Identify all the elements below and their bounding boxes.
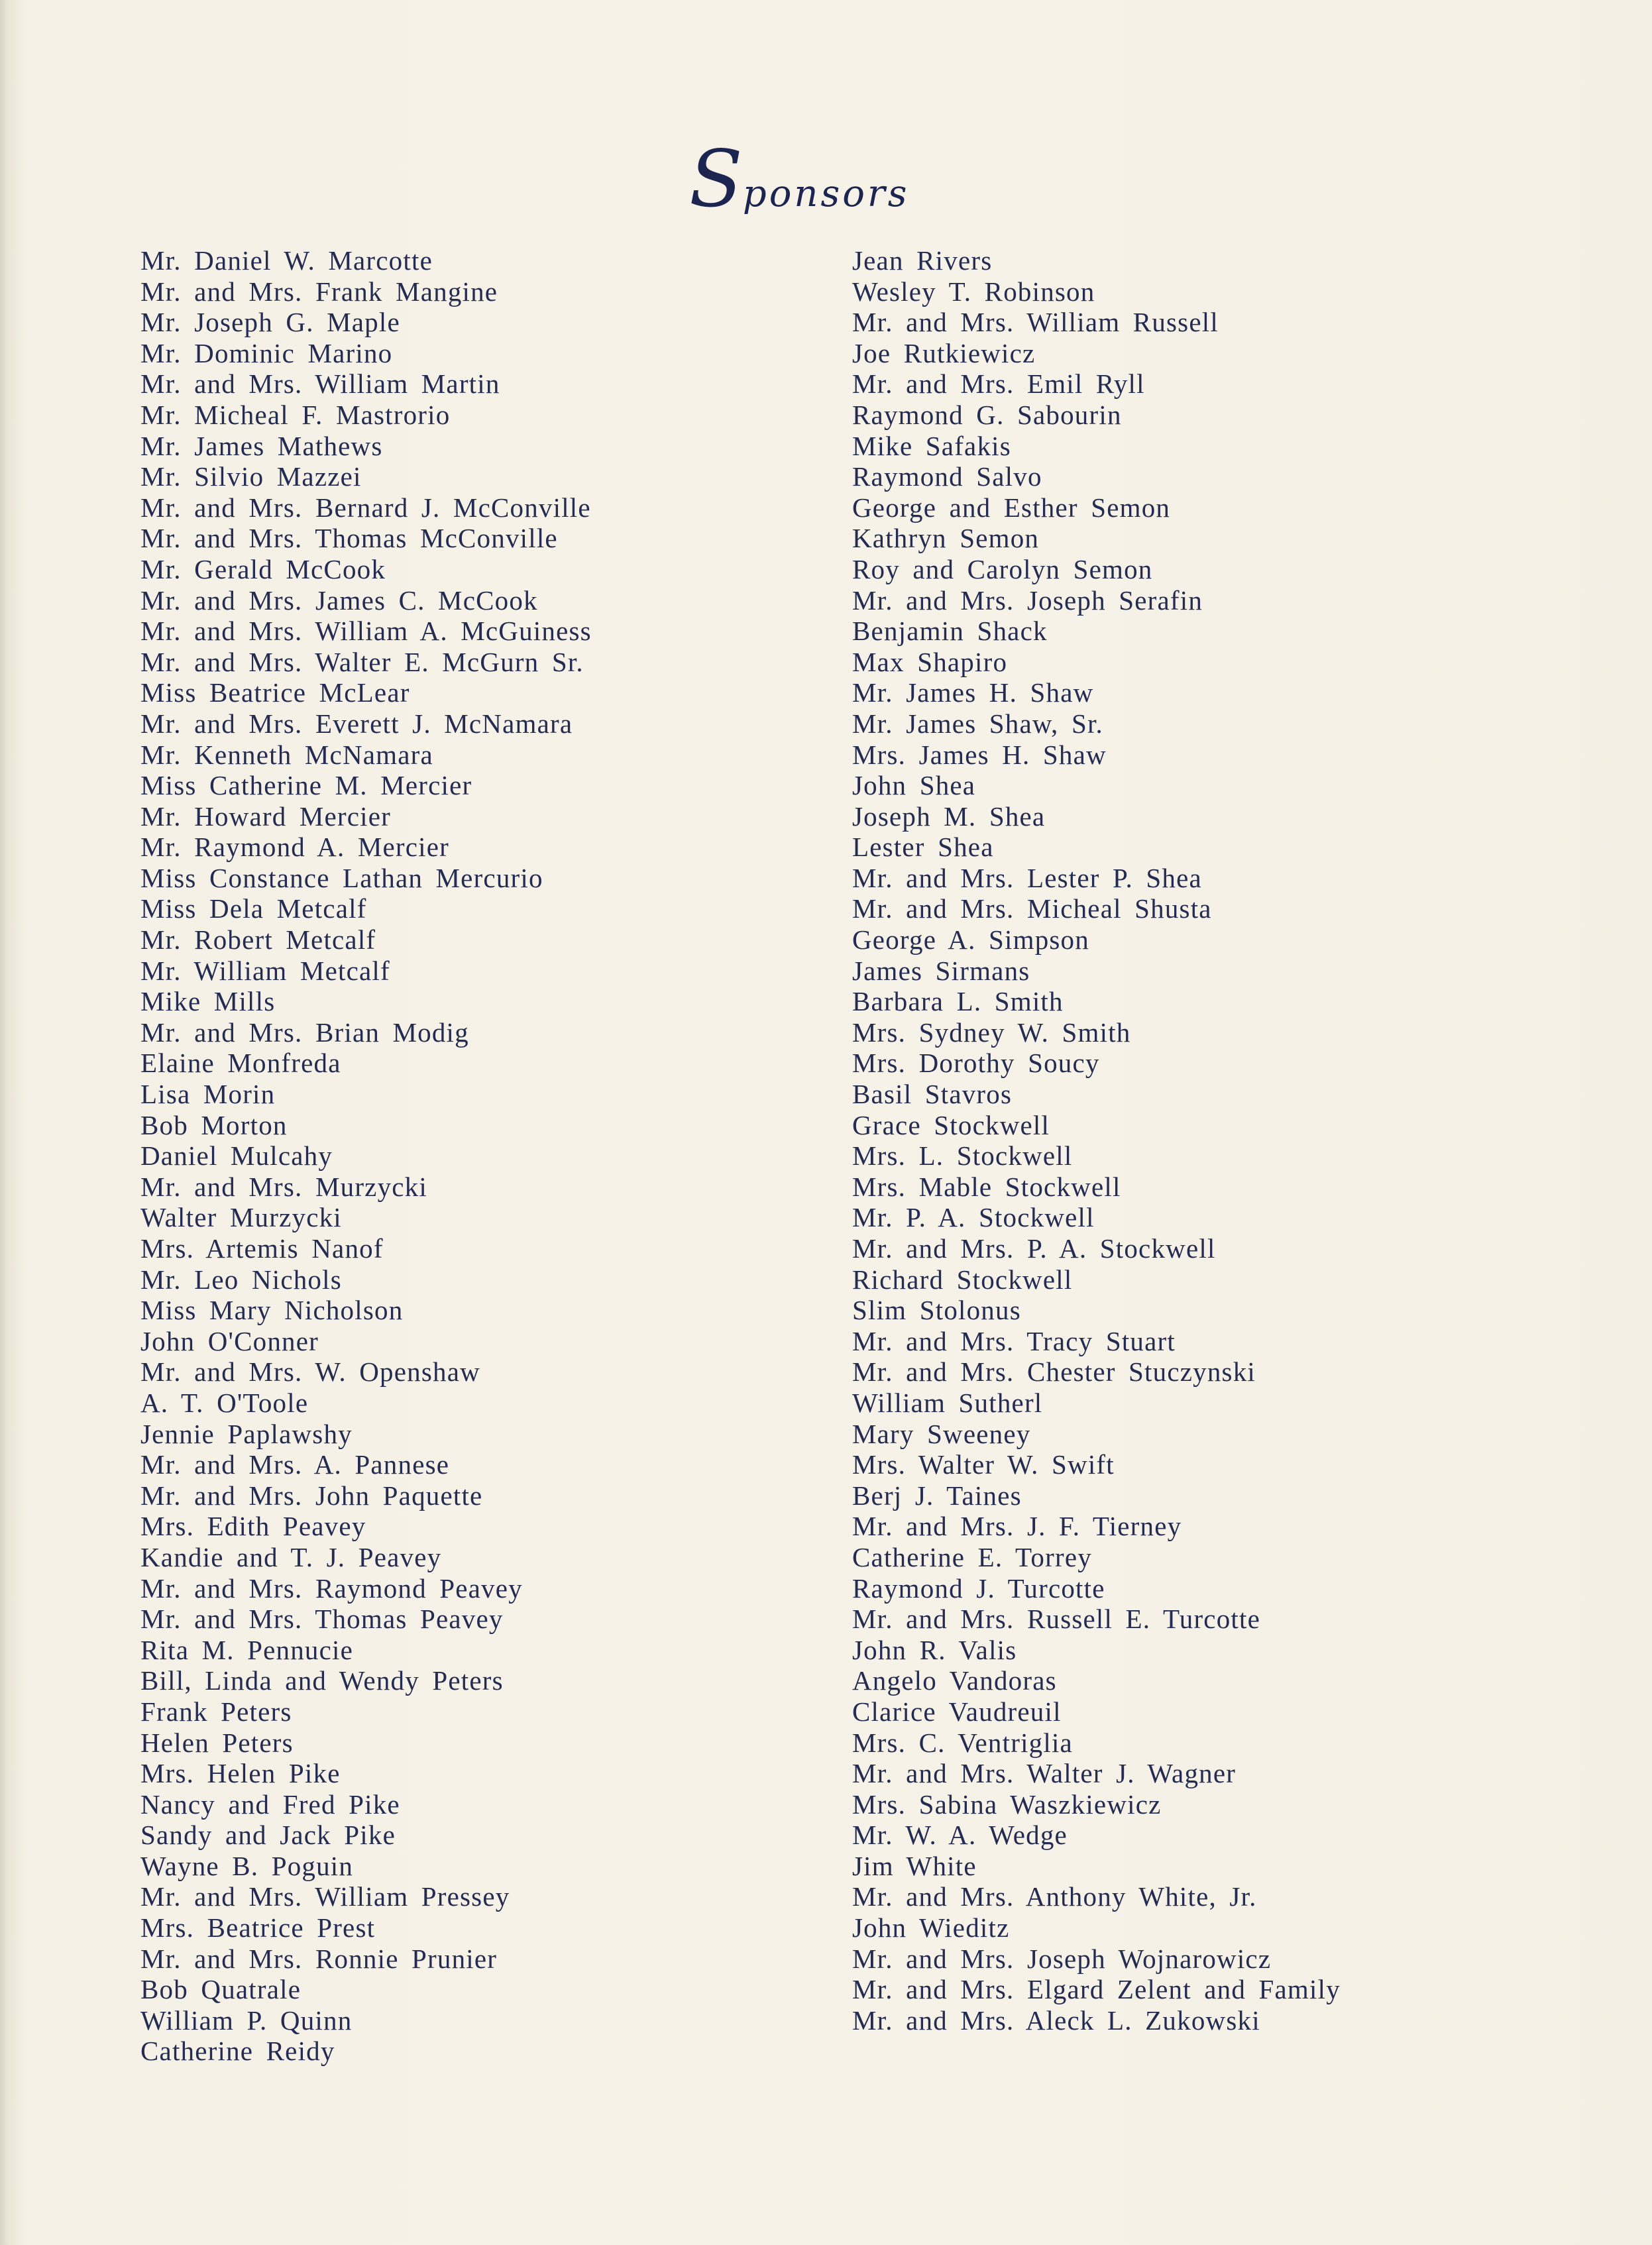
sponsor-name: Mike Safakis bbox=[852, 430, 1011, 461]
sponsor-name: Mr. and Mrs. Thomas Peavey bbox=[140, 1604, 504, 1635]
sponsor-name: Mr. and Mrs. John Paquette bbox=[140, 1480, 483, 1511]
sponsor-name: Raymond G. Sabourin bbox=[852, 399, 1122, 430]
sponsor-name: Mr. and Mrs. Everett J. McNamara bbox=[140, 708, 573, 739]
sponsor-name: Nancy and Fred Pike bbox=[140, 1788, 400, 1820]
sponsor-name: Raymond Salvo bbox=[852, 461, 1042, 492]
sponsor-name: Mr. Joseph G. Maple bbox=[140, 307, 400, 338]
sponsor-name: Mr. and Mrs. William Pressey bbox=[140, 1881, 510, 1912]
sponsor-name: Mrs. C. Ventriglia bbox=[852, 1727, 1073, 1758]
sponsor-name: Mr. and Mrs. Bernard J. McConville bbox=[140, 492, 591, 523]
sponsor-name: Mary Sweeney bbox=[852, 1418, 1031, 1449]
sponsor-name: Mr. and Mrs. Emil Ryll bbox=[852, 368, 1145, 400]
sponsor-name: Kandie and T. J. Peavey bbox=[140, 1541, 442, 1572]
sponsor-name: Catherine E. Torrey bbox=[852, 1541, 1092, 1572]
sponsor-name: Sandy and Jack Pike bbox=[140, 1820, 396, 1851]
sponsor-name: Mr. and Mrs. P. A. Stockwell bbox=[852, 1233, 1216, 1264]
sponsor-name: Mrs. Beatrice Prest bbox=[140, 1912, 376, 1944]
sponsor-name: Mrs. L. Stockwell bbox=[852, 1140, 1073, 1172]
sponsor-name: Mr. and Mrs. Ronnie Prunier bbox=[140, 1943, 498, 1974]
sponsor-name: Jennie Paplawshy bbox=[140, 1418, 353, 1449]
sponsor-name: Miss Constance Lathan Mercurio bbox=[140, 862, 543, 893]
sponsor-name: Raymond J. Turcotte bbox=[852, 1572, 1105, 1604]
sponsor-name: Mr. and Mrs. J. F. Tierney bbox=[852, 1511, 1182, 1542]
sponsor-name: Mr. and Mrs. Tracy Stuart bbox=[852, 1325, 1176, 1356]
sponsor-name: Mr. P. A. Stockwell bbox=[852, 1202, 1095, 1233]
sponsor-name: Mr. and Mrs. Murzycki bbox=[140, 1171, 427, 1202]
sponsor-name: Mrs. Mable Stockwell bbox=[852, 1171, 1121, 1202]
sponsor-name: Richard Stockwell bbox=[852, 1264, 1073, 1295]
sponsor-name: Mr. Gerald McCook bbox=[140, 553, 386, 584]
sponsor-name: Mr. Daniel W. Marcotte bbox=[140, 245, 433, 276]
sponsor-name: George A. Simpson bbox=[852, 924, 1089, 956]
sponsor-name: Mr. Raymond A. Mercier bbox=[140, 832, 450, 863]
sponsor-name: Mrs. Artemis Nanof bbox=[140, 1233, 384, 1264]
sponsor-name: Mr. and Mrs. Russell E. Turcotte bbox=[852, 1604, 1260, 1635]
sponsor-name: Rita M. Pennucie bbox=[140, 1634, 354, 1665]
sponsor-name: Mrs. Edith Peavey bbox=[140, 1511, 366, 1542]
sponsor-name: Mr. Leo Nichols bbox=[140, 1264, 342, 1295]
sponsor-name: Mrs. Walter W. Swift bbox=[852, 1449, 1115, 1480]
sponsor-name: Mr. James Mathews bbox=[140, 430, 383, 461]
sponsor-name: Jean Rivers bbox=[852, 245, 993, 276]
sponsor-name: Elaine Monfreda bbox=[140, 1048, 341, 1079]
sponsor-name: Mr. and Mrs. Lester P. Shea bbox=[852, 862, 1202, 893]
sponsor-name: Mr. and Mrs. Walter E. McGurn Sr. bbox=[140, 646, 584, 677]
sponsor-name: Mr. Kenneth McNamara bbox=[140, 739, 433, 770]
sponsor-name: George and Esther Semon bbox=[852, 492, 1171, 523]
sponsor-name: Frank Peters bbox=[140, 1696, 292, 1727]
sponsor-name: Berj J. Taines bbox=[852, 1480, 1022, 1511]
sponsor-name: Mr. Silvio Mazzei bbox=[140, 461, 362, 492]
sponsor-name: Mr. and Mrs. W. Openshaw bbox=[140, 1356, 480, 1388]
sponsor-name: Miss Catherine M. Mercier bbox=[140, 770, 472, 801]
sponsor-name: Mr. and Mrs. Raymond Peavey bbox=[140, 1572, 523, 1604]
sponsor-name: Mr. and Mrs. Joseph Wojnarowicz bbox=[852, 1943, 1272, 1974]
sponsor-name: Joe Rutkiewicz bbox=[852, 337, 1036, 368]
sponsor-name: Mr. and Mrs. Frank Mangine bbox=[140, 276, 498, 307]
sponsor-name: Mr. Howard Mercier bbox=[140, 800, 392, 832]
sponsor-name: John O'Conner bbox=[140, 1325, 319, 1356]
sponsor-name: Mrs. James H. Shaw bbox=[852, 739, 1107, 770]
sponsor-name: Slim Stolonus bbox=[852, 1295, 1021, 1326]
sponsor-name: Mr. and Mrs. William Martin bbox=[140, 368, 500, 400]
sponsor-name: Mr. James H. Shaw bbox=[852, 677, 1094, 708]
sponsor-name: Mr. and Mrs. James C. McCook bbox=[140, 584, 538, 616]
sponsor-name: Mrs. Dorothy Soucy bbox=[852, 1048, 1100, 1079]
sponsor-name: Mr. and Mrs. Brian Modig bbox=[140, 1016, 469, 1048]
sponsor-name: William Sutherl bbox=[852, 1387, 1043, 1418]
sponsor-name: Jim White bbox=[852, 1850, 977, 1881]
sponsor-name: John R. Valis bbox=[852, 1634, 1017, 1665]
sponsor-name: Mr. and Mrs. Chester Stuczynski bbox=[852, 1356, 1256, 1388]
sponsor-name: Mrs. Helen Pike bbox=[140, 1758, 341, 1789]
sponsor-name: Miss Dela Metcalf bbox=[140, 893, 367, 924]
sponsor-name: Mr. and Mrs. Elgard Zelent and Family bbox=[852, 1974, 1341, 2005]
sponsor-name: Bill, Linda and Wendy Peters bbox=[140, 1665, 504, 1696]
sponsor-name: Mr. and Mrs. Joseph Serafin bbox=[852, 584, 1203, 616]
sponsor-name: Benjamin Shack bbox=[852, 616, 1048, 647]
sponsor-name: Daniel Mulcahy bbox=[140, 1140, 333, 1172]
sponsor-name: John Shea bbox=[852, 770, 976, 801]
sponsor-name: Mr. and Mrs. Thomas McConville bbox=[140, 523, 558, 554]
sponsor-name: James Sirmans bbox=[852, 955, 1030, 986]
title-initial: S bbox=[689, 133, 743, 225]
sponsor-name: Joseph M. Shea bbox=[852, 800, 1046, 832]
title-rest: ponsors bbox=[742, 172, 910, 215]
sponsor-name: Roy and Carolyn Semon bbox=[852, 553, 1153, 584]
sponsor-name: Bob Quatrale bbox=[140, 1974, 302, 2005]
sponsor-name: Mr. and Mrs. Aleck L. Zukowski bbox=[852, 2004, 1260, 2036]
sponsor-name: Miss Beatrice McLear bbox=[140, 677, 410, 708]
sponsor-name: Basil Stavros bbox=[852, 1079, 1013, 1110]
sponsor-list-right bbox=[852, 245, 1341, 2036]
sponsor-name: Mr. William Metcalf bbox=[140, 955, 390, 986]
sponsor-name: Mr. and Mrs. William Russell bbox=[852, 307, 1219, 338]
sponsor-name: Mrs. Sydney W. Smith bbox=[852, 1016, 1131, 1048]
sponsor-name: Angelo Vandoras bbox=[852, 1665, 1057, 1696]
sponsor-name: Kathryn Semon bbox=[852, 523, 1040, 554]
sponsor-list-left bbox=[140, 245, 592, 2067]
sponsor-name: Wayne B. Poguin bbox=[140, 1850, 354, 1881]
sponsor-name: Mr. W. A. Wedge bbox=[852, 1820, 1068, 1851]
sponsor-name: Mr. James Shaw, Sr. bbox=[852, 708, 1103, 739]
sponsor-name: Mr. Robert Metcalf bbox=[140, 924, 376, 956]
sponsor-name: Max Shapiro bbox=[852, 646, 1008, 677]
sponsor-name: Mr. and Mrs. Micheal Shusta bbox=[852, 893, 1212, 924]
sponsor-name: A. T. O'Toole bbox=[140, 1387, 309, 1418]
sponsor-name: Mr. and Mrs. A. Pannese bbox=[140, 1449, 450, 1480]
sponsor-name: Mike Mills bbox=[140, 986, 276, 1017]
sponsor-name: William P. Quinn bbox=[140, 2004, 353, 2036]
sponsor-name: Mr. and Mrs. Anthony White, Jr. bbox=[852, 1881, 1257, 1912]
sponsor-name: Mr. and Mrs. William A. McGuiness bbox=[140, 616, 592, 647]
sponsor-name: Lester Shea bbox=[852, 832, 994, 863]
sponsor-name: John Wieditz bbox=[852, 1912, 1010, 1944]
sponsor-name: Helen Peters bbox=[140, 1727, 294, 1758]
sponsor-name: Mr. Dominic Marino bbox=[140, 337, 393, 368]
sponsor-name: Barbara L. Smith bbox=[852, 986, 1064, 1017]
sponsor-name: Catherine Reidy bbox=[140, 2036, 335, 2067]
sponsor-name: Clarice Vaudreuil bbox=[852, 1696, 1062, 1727]
sponsor-name: Walter Murzycki bbox=[140, 1202, 342, 1233]
sponsor-name: Mrs. Sabina Waszkiewicz bbox=[852, 1788, 1162, 1820]
sponsor-name: Wesley T. Robinson bbox=[852, 276, 1095, 307]
sponsor-name: Miss Mary Nicholson bbox=[140, 1295, 404, 1326]
sponsor-name: Mr. Micheal F. Mastrorio bbox=[140, 399, 451, 430]
sponsor-name: Grace Stockwell bbox=[852, 1109, 1050, 1140]
sponsor-name: Mr. and Mrs. Walter J. Wagner bbox=[852, 1758, 1237, 1789]
sponsor-name: Lisa Morin bbox=[140, 1079, 276, 1110]
page-title bbox=[689, 133, 954, 225]
sponsor-name: Bob Morton bbox=[140, 1109, 288, 1140]
